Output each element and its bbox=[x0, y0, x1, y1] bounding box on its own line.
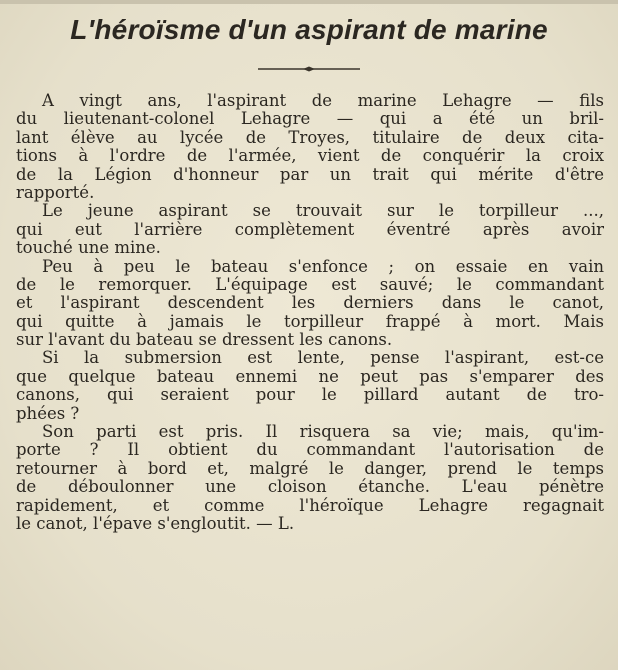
article-line: Si la submersion est lente, pense l'aspirant, est-ce bbox=[42, 349, 604, 368]
article-line: Son parti est pris. Il risquera sa vie; mais, qu'im- bbox=[42, 423, 604, 442]
article-title: L'héroïsme d'un aspirant de marine bbox=[70, 14, 548, 45]
top-rule bbox=[0, 0, 618, 4]
article-line: de déboulonner une cloison étanche. L'eau pénètre bbox=[16, 478, 604, 497]
article-line: Le jeune aspirant se trouvait sur le torpilleur ..., bbox=[42, 202, 604, 221]
article-line: lant élève au lycée de Troyes, titulaire de deux cita- bbox=[16, 128, 604, 147]
article-line: phées ? bbox=[16, 404, 80, 423]
article-line: de le remorquer. L'équipage est sauvé; le commandant bbox=[16, 275, 604, 294]
article-line: et l'aspirant descendent les derniers dans le canot, bbox=[16, 294, 604, 313]
article-line: Peu à peu le bateau s'enfonce ; on essaie en vain bbox=[42, 257, 604, 276]
article-line: rapporté. bbox=[16, 183, 95, 202]
article-line: tions à l'ordre de l'armée, vient de conquérir la croix bbox=[16, 147, 604, 166]
article-body bbox=[16, 92, 604, 533]
article-line: retourner à bord et, malgré le danger, prend le temps bbox=[16, 459, 604, 478]
article-line: qui eut l'arrière complètement éventré après avoir bbox=[16, 220, 604, 239]
article-line: touché une mine. bbox=[16, 239, 161, 258]
article-line: rapidement, et comme l'héroïque Lehagre regagnait bbox=[16, 496, 604, 515]
article-line: A vingt ans, l'aspirant de marine Lehagre — fils bbox=[42, 92, 604, 110]
article-line: porte ? Il obtient du commandant l'autorisation de bbox=[16, 441, 604, 460]
article-line: du lieutenant-colonel Lehagre — qui a été un bril- bbox=[16, 110, 604, 129]
article-line: de la Légion d'honneur par un trait qui mérite d'être bbox=[16, 165, 604, 184]
article-line: le canot, l'épave s'engloutit. — L. bbox=[16, 514, 295, 533]
article-line: sur l'avant du bateau se dressent les canons. bbox=[16, 331, 393, 350]
article-line: qui quitte à jamais le torpilleur frappé à mort. Mais bbox=[16, 312, 604, 331]
article-line: canons, qui seraient pour le pillard autant de tro- bbox=[16, 386, 604, 405]
article-line: que quelque bateau ennemi ne peut pas s'emparer des bbox=[16, 367, 604, 386]
title-ornament-rule bbox=[258, 66, 360, 72]
